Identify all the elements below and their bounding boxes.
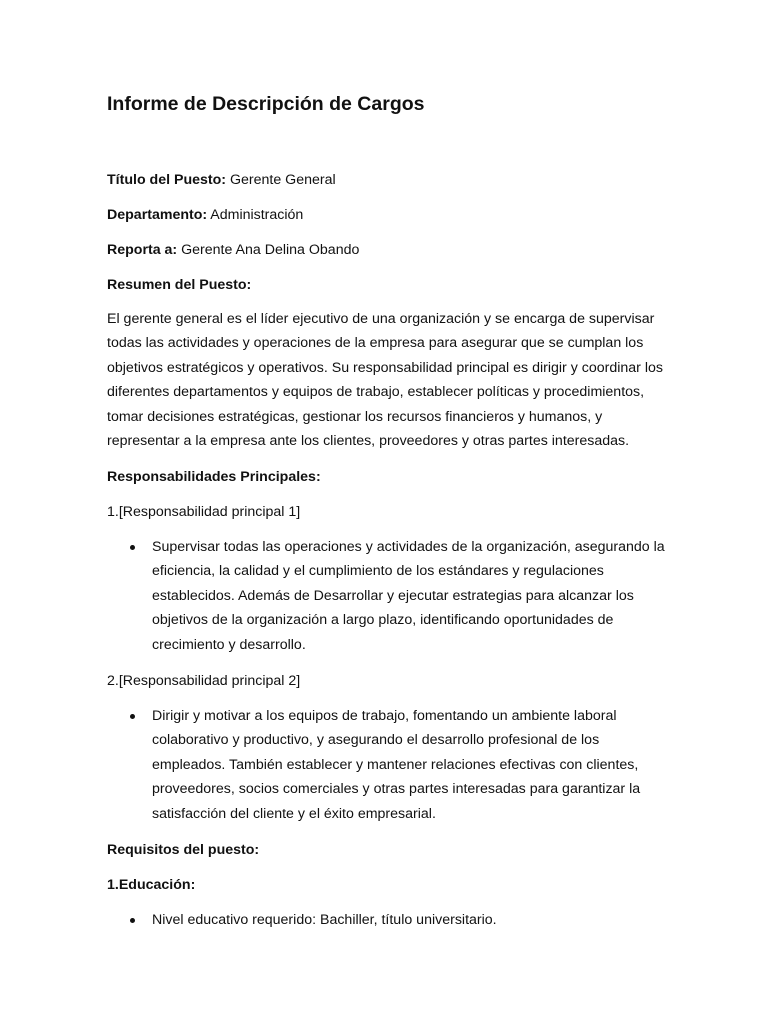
field-value: Gerente Ana Delina Obando [177,242,360,258]
bullet-line: Nivel educativo requerido: Bachiller, título universitario. [152,912,497,928]
bullet-line: establecidos. Además de Desarrollar y ejecutar estrategias para alcanzar los [152,587,634,604]
subsection-heading-educacion: 1.Educación: [107,877,196,893]
bullet-line: crecimiento y desarrollo. [152,636,306,653]
resumen-paragraph [107,307,667,453]
bullet-line: eficiencia, la calidad y el cumplimiento de los estándares y regulaciones [152,563,604,580]
responsibility-bullet-1 [152,535,672,657]
field-label: Título del Puesto: [107,172,227,188]
bullet-line: objetivos de la organización a largo plazo, identificando oportunidades de [152,612,614,629]
section-heading-resumen: Resumen del Puesto: [107,277,252,293]
field-value: Gerente General [226,172,336,188]
paragraph-line: diferentes departamentos y equipos de trabajo, establecer políticas y procedimientos, [107,384,645,401]
responsibility-label-2: 2.[Responsabilidad principal 2] [107,673,301,689]
bullet-line: satisfacción del cliente y el éxito empresarial. [152,805,436,822]
field-departamento [107,205,303,225]
paragraph-line: tomar decisiones estratégicas, gestionar los recursos financieros y humanos, y [107,408,603,425]
bullet-line: Supervisar todas las operaciones y actividades de la organización, asegurando la [152,539,665,555]
section-heading-responsabilidades: Responsabilidades Principales: [107,469,321,485]
responsibility-bullet-2 [152,704,672,826]
bullet-icon [130,918,135,923]
field-label: Departamento: [107,207,208,223]
bullet-line: colaborativo y productivo, y asegurando el desarrollo profesional de los [152,732,600,749]
bullet-line: Dirigir y motivar a los equipos de trabajo, fomentando un ambiente laboral [152,708,617,724]
responsibility-label-1: 1.[Responsabilidad principal 1] [107,504,301,520]
field-titulo-del-puesto [107,170,336,190]
paragraph-line: El gerente general es el líder ejecutivo de una organización y se encarga de supervisar [107,311,655,327]
section-heading-requisitos: Requisitos del puesto: [107,842,260,858]
paragraph-line: representar a la empresa ante los clientes, proveedores y otras partes interesadas. [107,433,630,450]
paragraph-line: todas las actividades y operaciones de la empresa para asegurar que se cumplan los [107,335,644,352]
document-title: Informe de Descripción de Cargos [107,93,425,115]
field-label: Reporta a: [107,242,178,258]
bullet-icon [130,545,135,550]
education-bullet [152,908,672,932]
bullet-icon [130,714,135,719]
bullet-line: proveedores, socios comerciales y otras partes interesadas para garantizar la [152,781,641,798]
field-value: Administración [207,207,304,223]
bullet-line: empleados. También establecer y mantener relaciones efectivas con clientes, [152,756,639,773]
field-reporta-a [107,240,359,260]
paragraph-line: objetivos estratégicos y operativos. Su responsabilidad principal es dirigir y coordinar los [107,359,663,376]
